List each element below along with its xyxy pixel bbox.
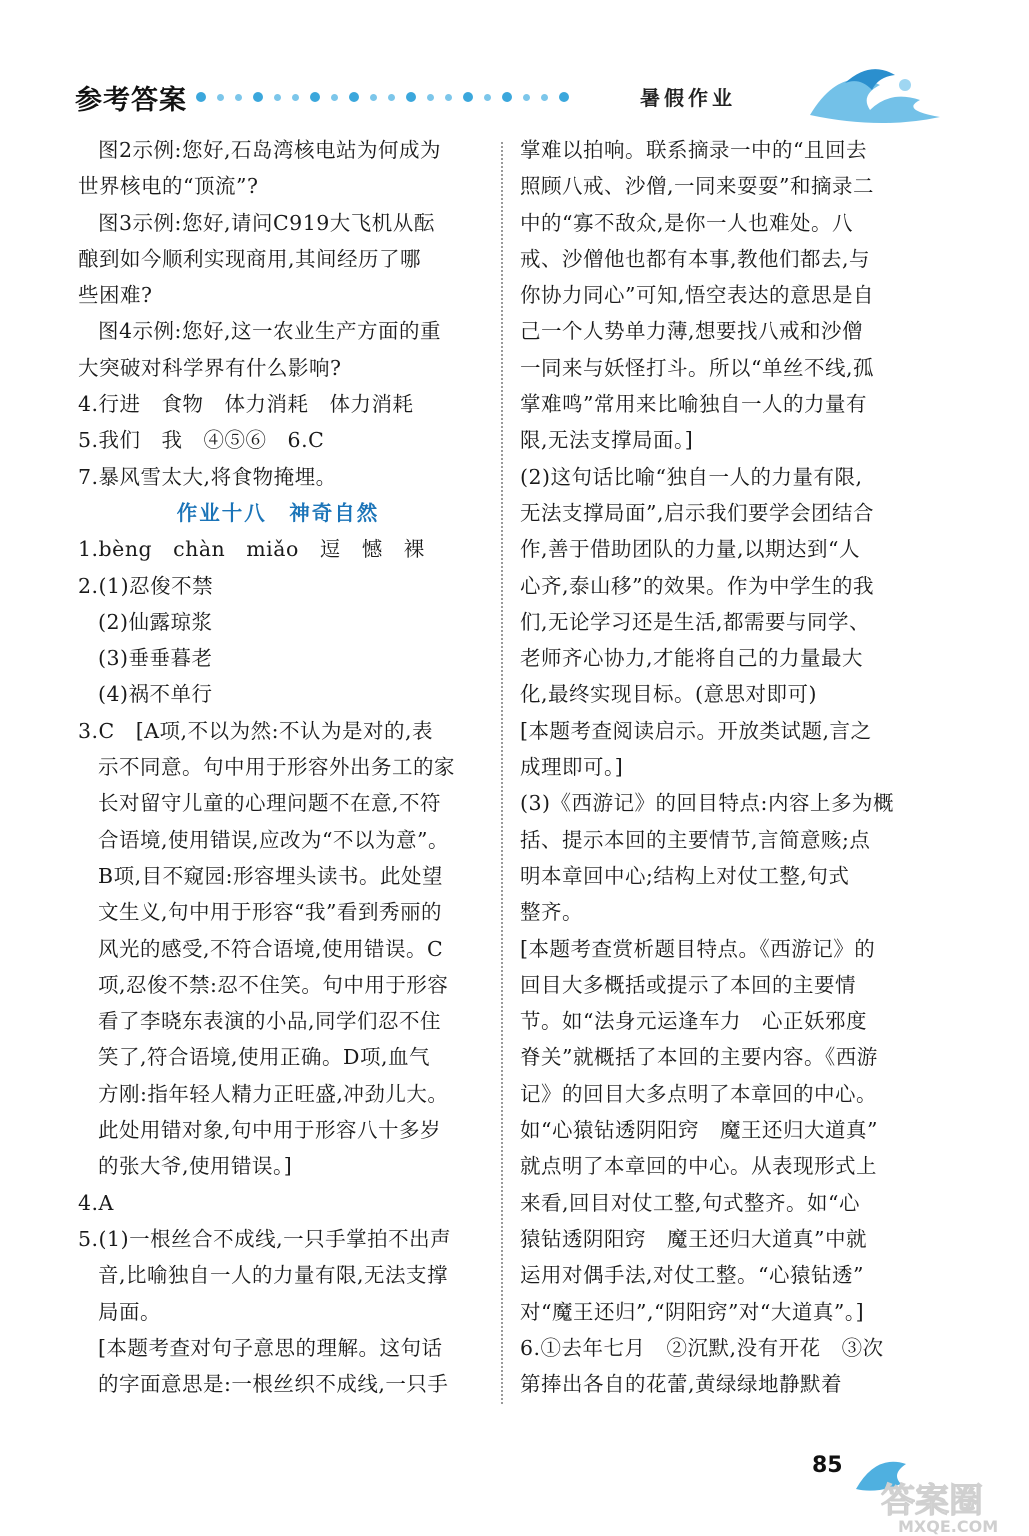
text-line: (2)仙露琼浆 bbox=[98, 609, 213, 634]
text-line: 4.A bbox=[78, 1190, 114, 1215]
watermark-url: MXQE.COM bbox=[898, 1517, 999, 1536]
text-line: 3.C [A项,不以为然:不认为是对的,表 bbox=[78, 718, 433, 743]
svg-text:答案圈: 答案圈 bbox=[881, 1481, 983, 1521]
text-line: 化,最终实现目标。(意思对即可) bbox=[520, 682, 818, 707]
text-line: 风光的感受,不符合语境,使用错误。C bbox=[98, 936, 444, 961]
text-line: 如“心猿钻透阴阳窍 魔王还归大道真” bbox=[520, 1118, 878, 1143]
text-line: 文生义,句中用于形容“我”看到秀丽的 bbox=[98, 900, 442, 925]
text-line: 无法支撑局面”,启示我们要学会团结合 bbox=[520, 500, 874, 525]
text-line: 限,无法支撑局面。] bbox=[520, 428, 694, 453]
text-line: 对“魔王还归”,“阴阳窍”对“大道真”。] bbox=[520, 1299, 865, 1324]
text-line: 长对留守儿童的心理问题不在意,不符 bbox=[98, 791, 442, 816]
text-line: 的张大爷,使用错误。] bbox=[98, 1154, 293, 1179]
text-line: 中的“寡不敌众,是你一人也难处。八 bbox=[520, 210, 853, 235]
text-line: 就点明了本章回的中心。从表现形式上 bbox=[520, 1154, 877, 1179]
text-line: 图3示例:您好,请问C919大飞机从酝 bbox=[98, 210, 435, 235]
page-header bbox=[0, 0, 1029, 130]
header-dot-decoration bbox=[196, 90, 626, 104]
text-line: 合语境,使用错误,应改为“不以为意”。 bbox=[98, 827, 449, 852]
text-line: [本题考查赏析题目特点。《西游记》的 bbox=[520, 936, 876, 961]
text-line: 一同来与妖怪打斗。所以“单丝不线,孤 bbox=[520, 355, 874, 380]
text-line: 戒、沙僧他也都有本事,教他们都去,与 bbox=[520, 246, 871, 271]
text-line: 来看,回目对仗工整,句式整齐。如“心 bbox=[520, 1190, 861, 1215]
text-line: 图2示例:您好,石岛湾核电站为何成为 bbox=[98, 138, 441, 162]
text-line: 猿钻透阴阳窍 魔王还归大道真”中就 bbox=[520, 1226, 867, 1251]
text-line: 局面。 bbox=[98, 1299, 161, 1324]
text-line: 项,忍俊不禁:忍不住笑。句中用于形容 bbox=[98, 972, 449, 997]
text-line: 看了李晓东表演的小品,同学们忍不住 bbox=[98, 1009, 442, 1034]
text-line: B项,目不窥园:形容埋头读书。此处望 bbox=[98, 863, 443, 888]
text-line: 示不同意。句中用于形容外出务工的家 bbox=[98, 755, 455, 780]
right-column bbox=[520, 132, 892, 1402]
text-line: 回目大多概括或提示了本回的主要情 bbox=[520, 972, 856, 997]
left-column bbox=[78, 132, 478, 1402]
text-line: 你协力同心”可知,悟空表达的意思是自 bbox=[520, 283, 874, 308]
text-line: (2)这句话比喻“独自一人的力量有限, bbox=[520, 464, 863, 489]
text-line: [本题考查阅读启示。开放类试题,言之 bbox=[520, 718, 872, 743]
text-line: 4.行进 食物 体力消耗 体力消耗 bbox=[78, 392, 414, 417]
text-line: 的字面意思是:一根丝织不成线,一只手 bbox=[98, 1372, 449, 1397]
text-line: 成理即可。] bbox=[520, 755, 624, 780]
text-line: 照顾八戒、沙僧,一同来耍耍”和摘录二 bbox=[520, 174, 874, 199]
header-title: 参考答案 bbox=[75, 85, 187, 116]
text-line: 2.(1)忍俊不禁 bbox=[78, 573, 214, 598]
text-line: 5.(1)一根丝合不成线,一只手掌拍不出声 bbox=[78, 1226, 452, 1251]
section-heading: 作业十八 神奇自然 bbox=[176, 500, 380, 525]
text-line: 脊关”就概括了本回的主要内容。《西游 bbox=[520, 1045, 878, 1070]
text-line: 此处用错对象,句中用于形容八十多岁 bbox=[98, 1118, 442, 1143]
text-line: 作,善于借助团队的力量,以期达到“人 bbox=[520, 537, 861, 562]
text-line: (3)垂垂暮老 bbox=[98, 646, 213, 671]
text-line: 音,比喻独自一人的力量有限,无法支撑 bbox=[98, 1263, 449, 1288]
text-line: 7.暴风雪太大,将食物掩埋。 bbox=[78, 464, 337, 489]
text-line: (3)《西游记》的回目特点:内容上多为概 bbox=[520, 791, 894, 816]
corner-watermark-icon bbox=[846, 1434, 1029, 1536]
text-line: 1.bèng chàn miǎo 逗 憾 裸 bbox=[78, 537, 425, 562]
text-line: 方刚:指年轻人精力正旺盛,冲劲儿大。 bbox=[98, 1081, 449, 1106]
text-line: 己一个人势单力薄,想要找八戒和沙僧 bbox=[520, 319, 864, 344]
text-line: [本题考查对句子意思的理解。这句话 bbox=[98, 1335, 443, 1360]
text-line: 世界核电的“顶流”? bbox=[78, 174, 259, 199]
text-line: 掌难以拍响。联系摘录一中的“且回去 bbox=[520, 138, 867, 162]
text-line: 大突破对科学界有什么影响? bbox=[78, 355, 342, 380]
text-line: 图4示例:您好,这一农业生产方面的重 bbox=[98, 319, 441, 344]
text-line: 整齐。 bbox=[520, 900, 583, 925]
text-line: 们,无论学习还是生活,都需要与同学、 bbox=[520, 609, 871, 634]
text-line: 记》的回目大多点明了本章回的中心。 bbox=[520, 1081, 877, 1106]
page-number: 85 bbox=[812, 1453, 843, 1478]
text-line: 些困难? bbox=[78, 283, 153, 308]
text-line: 第捧出各自的花蕾,黄绿绿地静默着 bbox=[520, 1372, 843, 1397]
text-line: 5.我们 我 ④⑤⑥ 6.C bbox=[78, 428, 325, 453]
text-line: 心齐,泰山移”的效果。作为中学生的我 bbox=[520, 573, 874, 598]
text-line: (4)祸不单行 bbox=[98, 682, 213, 707]
text-line: 明本章回中心;结构上对仗工整,句式 bbox=[520, 863, 850, 888]
text-line: 老师齐心协力,才能将自己的力量最大 bbox=[520, 646, 864, 671]
text-line: 掌难鸣”常用来比喻独自一人的力量有 bbox=[520, 392, 867, 417]
text-line: 括、提示本回的主要情节,言简意赅;点 bbox=[520, 827, 871, 852]
text-line: 笑了,符合语境,使用正确。D项,血气 bbox=[98, 1045, 430, 1070]
wave-logo-icon bbox=[800, 55, 950, 130]
header-subtitle: 暑假作业 bbox=[640, 86, 736, 110]
text-line: 节。如“法身元运逢车力 心正妖邪度 bbox=[520, 1009, 867, 1034]
text-line: 6.①去年七月 ②沉默,没有开花 ③次 bbox=[520, 1335, 884, 1360]
column-divider bbox=[501, 142, 503, 1404]
text-line: 酿到如今顺利实现商用,其间经历了哪 bbox=[78, 246, 422, 271]
text-line: 运用对偶手法,对仗工整。“心猿钻透” bbox=[520, 1263, 864, 1288]
